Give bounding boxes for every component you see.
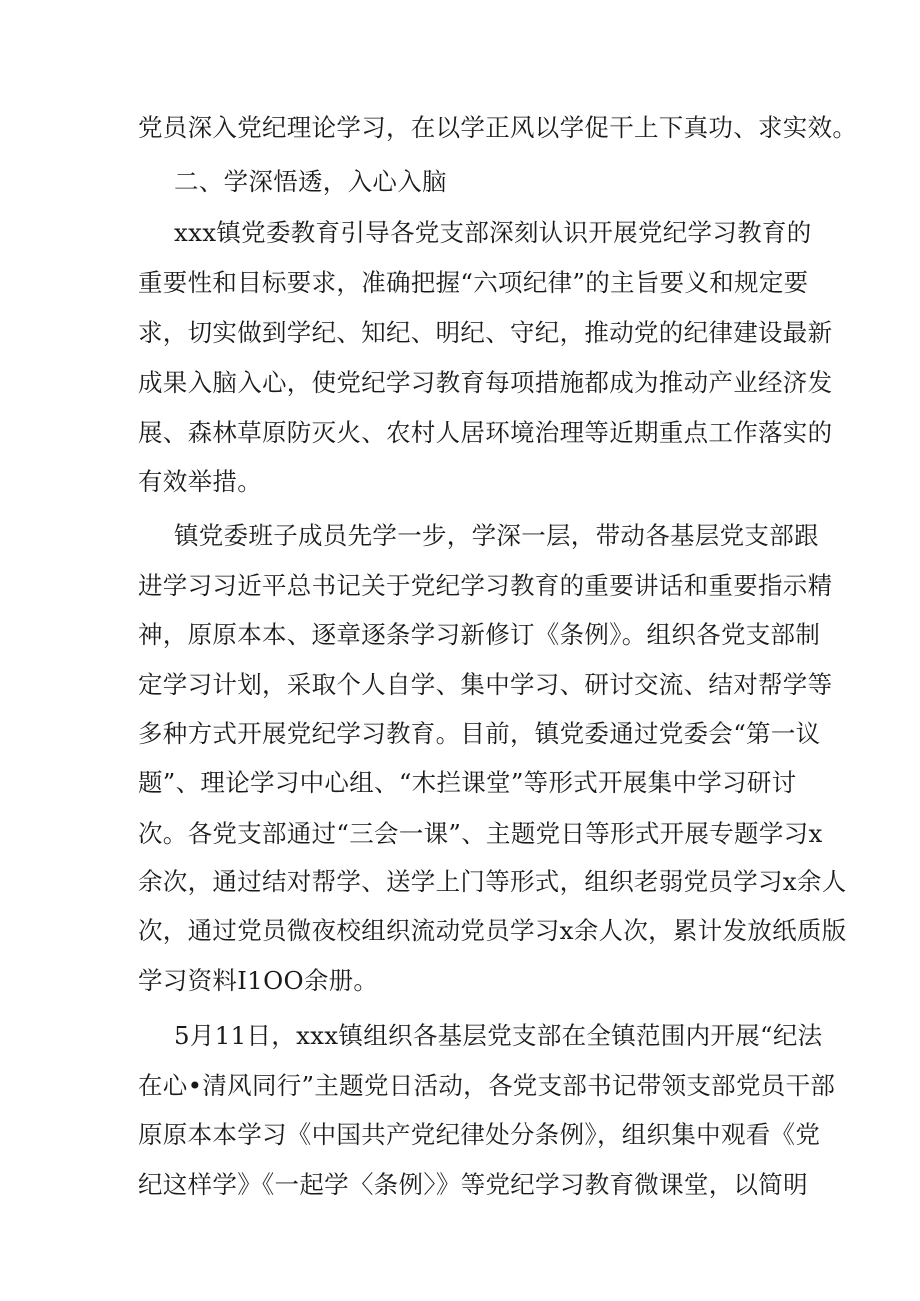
paragraph-line: 学习资料I1OO余册。 <box>138 966 379 995</box>
paragraph-line: 成果入脑入心，使党纪学习教育每项措施都成为推动产业经济发 <box>138 368 833 397</box>
paragraph-line: 次。各党支部通过“三会一课”、主题党日等形式开展专题学习x <box>138 819 823 848</box>
paragraph-line: 求，切实做到学纪、知纪、明纪、守纪，推动党的纪律建设最新 <box>138 318 833 347</box>
paragraph-line: 定学习计划，采取个人自学、集中学习、研讨交流、结对帮学等 <box>138 670 833 699</box>
paragraph-line: 党员深入党纪理论学习，在以学正风以学促干上下真功、求实效。 <box>138 113 858 142</box>
paragraph-line: 在心•清风同行”主题党日活动，各党支部书记带领支部党员干部 <box>138 1071 836 1100</box>
section-heading: 二、学深悟透，入心入脑 <box>174 167 447 196</box>
paragraph-line: xxx镇党委教育引导各党支部深刻认识开展党纪学习教育的 <box>174 218 812 247</box>
paragraph-line: 多种方式开展党纪学习教育。目前，镇党委通过党委会“第一议 <box>138 719 821 748</box>
paragraph-line: 神，原原本本、逐章逐条学习新修订《条例》。组织各党支部制 <box>138 620 821 649</box>
paragraph-line: 进学习习近平总书记关于党纪学习教育的重要讲话和重要指示精 <box>138 571 833 600</box>
paragraph-line: 题”、理论学习中心组、“木拦课堂”等形式开展集中学习研讨 <box>138 768 797 797</box>
paragraph-line: 镇党委班子成员先学一步，学深一层，带动各基层党支部跟 <box>174 521 819 550</box>
paragraph-line: 有效举措。 <box>138 467 262 496</box>
paragraph-line: 重要性和目标要求，准确把握“六项纪律”的主旨要义和规定要 <box>138 268 809 297</box>
paragraph-line: 纪这样学》《一起学〈条例〉》等党纪学习教育微课堂，以简明 <box>138 1170 808 1199</box>
paragraph-line: 次，通过党员微夜校组织流动党员学习x余人次，累计发放纸质版 <box>138 916 847 945</box>
paragraph-line: 余次，通过结对帮学、送学上门等形式，组织老弱党员学习x余人 <box>138 867 847 896</box>
paragraph-line: 展、森林草原防灭火、农村人居环境治理等近期重点工作落实的 <box>138 418 833 447</box>
paragraph-line: 5月11日，xxx镇组织各基层党支部在全镇范围内开展“纪法 <box>174 1021 823 1050</box>
paragraph-line: 原原本本学习《中国共产党纪律处分条例》，组织集中观看《党 <box>138 1120 821 1149</box>
